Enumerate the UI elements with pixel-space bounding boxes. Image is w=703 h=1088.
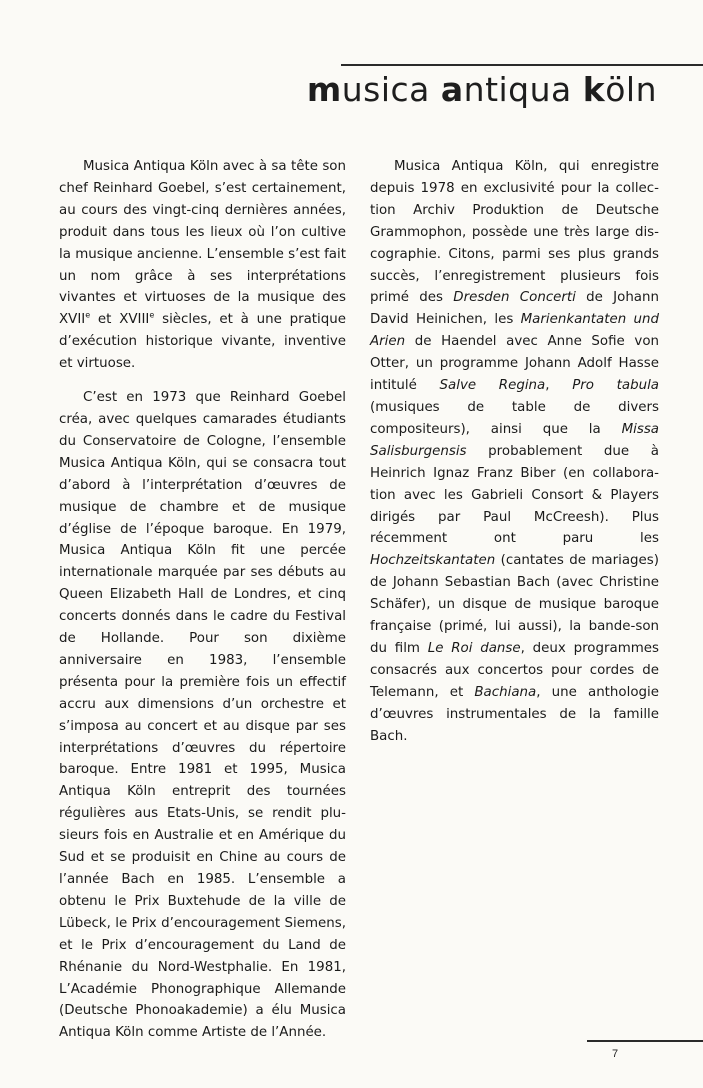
- italic-title: Hochzeitskantaten: [370, 553, 496, 569]
- text-run: de Haendel avec Anne Sofie von Otter, un programme Johann Adolf Hasse intitulé: [370, 334, 659, 394]
- text-run: Musica Antiqua Köln avec à sa tête son chef Reinhard Goebel, s’est certainement, au cours des vingt-cinq dernières années, produit dans tous les lieux où l’on cultive la musique ancienne. L’ensemble s’est fait un nom grâce à ses interprétations vivantes et virtuoses de la musique des XVII: [59, 159, 346, 328]
- text-run: C’est en 1973 que Reinhard Goebel créa, avec quelques camarades étudiants du Conservatoire de Cologne, l’ensemble Musica Antiqua Köln, qui se consacra tout d’abord à l’interprétation d’œuvres de musique de chambre et de musique d’église de l’époque baroque. En 1979, Musica Antiqua Köln fit une percée internationale marquée par ses débuts au Queen Elizabeth Hall de Londres, et cinq concerts donnés dans le cadre du Festival de Hollande. Pour son dixième anniversaire en 1983, l’ensemble présenta pour la première fois un effectif accru aux dimensions d’un orchestre et s’imposa au concert et au disque par ses interprétations d’œuvres du répertoire baroque. Entre 1981 et 1995, Musica Antiqua Köln entreprit des tournées régulières aus Etats-Unis, se rendit plusieurs fois en Australie et en Amérique du Sud et se produisit en Chine au cours de l’année Bach en 1985. L’ensemble a obtenu le Prix Buxtehude de la ville de Lübeck, le Prix d’encouragement Siemens, et le Prix d’encouragement du Land de Rhénanie du Nord-Westphalie. En 1981, L’Académie Phonographique Allemande (Deutsche Phonoakademie) a élu Musica Antiqua Köln comme Artiste de l’Année.: [59, 390, 346, 1041]
- italic-title: Dresden Concerti: [453, 290, 576, 306]
- text-run: , deux programmes consacrés aux concertos pour cordes de Telemann, et: [370, 640, 659, 700]
- title-part: a: [440, 70, 464, 109]
- page-title: [307, 70, 657, 109]
- paragraph: [370, 156, 659, 747]
- text-run: probablement due à Heinrich Ignaz Franz Biber (en collaboration avec les Gabrieli Consort & Players dirigés par Paul McCreesh). Plus récemment ont paru les: [370, 443, 659, 547]
- text-column-right: [370, 156, 659, 759]
- italic-title: Pro tabula: [572, 378, 659, 394]
- italic-title: Salve Regina: [439, 378, 546, 394]
- page-number: 7: [612, 1048, 619, 1060]
- italic-title: Le Roi danse: [427, 640, 521, 656]
- footer-rule: [587, 1040, 703, 1042]
- paragraph: [59, 387, 346, 1044]
- italic-title: Missa Salisburgensis: [370, 421, 659, 459]
- paragraph: [59, 156, 346, 375]
- title-part: usica: [341, 70, 441, 109]
- title-part: m: [306, 70, 342, 109]
- header-rule: [341, 64, 703, 66]
- text-run: ,: [545, 378, 573, 394]
- text-run: et XVIII: [90, 312, 150, 328]
- title-part: k: [582, 70, 606, 109]
- italic-title: Bachiana: [474, 684, 537, 700]
- italic-title: Marienkantaten und Arien: [370, 312, 659, 350]
- text-run: (cantates de mariages) de Johann Sebastian Bach (avec Christine Schäfer), un disque de musique baroque française (primé, lui aussi), la bande-son du film: [370, 553, 659, 656]
- text-run: , une anthologie d’œuvres instrumentales de la famille Bach.: [370, 684, 659, 744]
- title-part: öln: [605, 70, 657, 109]
- text-run: de Johann David Heinichen, les: [370, 290, 659, 328]
- text-run: siècles, et à une pratique d’exécution historique vivante, inventive et virtuose.: [59, 312, 346, 372]
- text-run: e: [149, 310, 155, 320]
- text-run: e: [85, 310, 91, 320]
- text-run: (musiques de table de divers compositeurs), ainsi que la: [370, 399, 659, 437]
- title-part: ntiqua: [463, 70, 583, 109]
- text-column-left: [59, 156, 346, 1056]
- text-run: Musica Antiqua Köln, qui enregistre depuis 1978 en exclusivité pour la collection Archiv Produktion de Deutsche Grammophon, possède une très large discographie. Citons, parmi ses plus grands succès, l’enregistrement plusieurs fois primé des: [370, 159, 659, 306]
